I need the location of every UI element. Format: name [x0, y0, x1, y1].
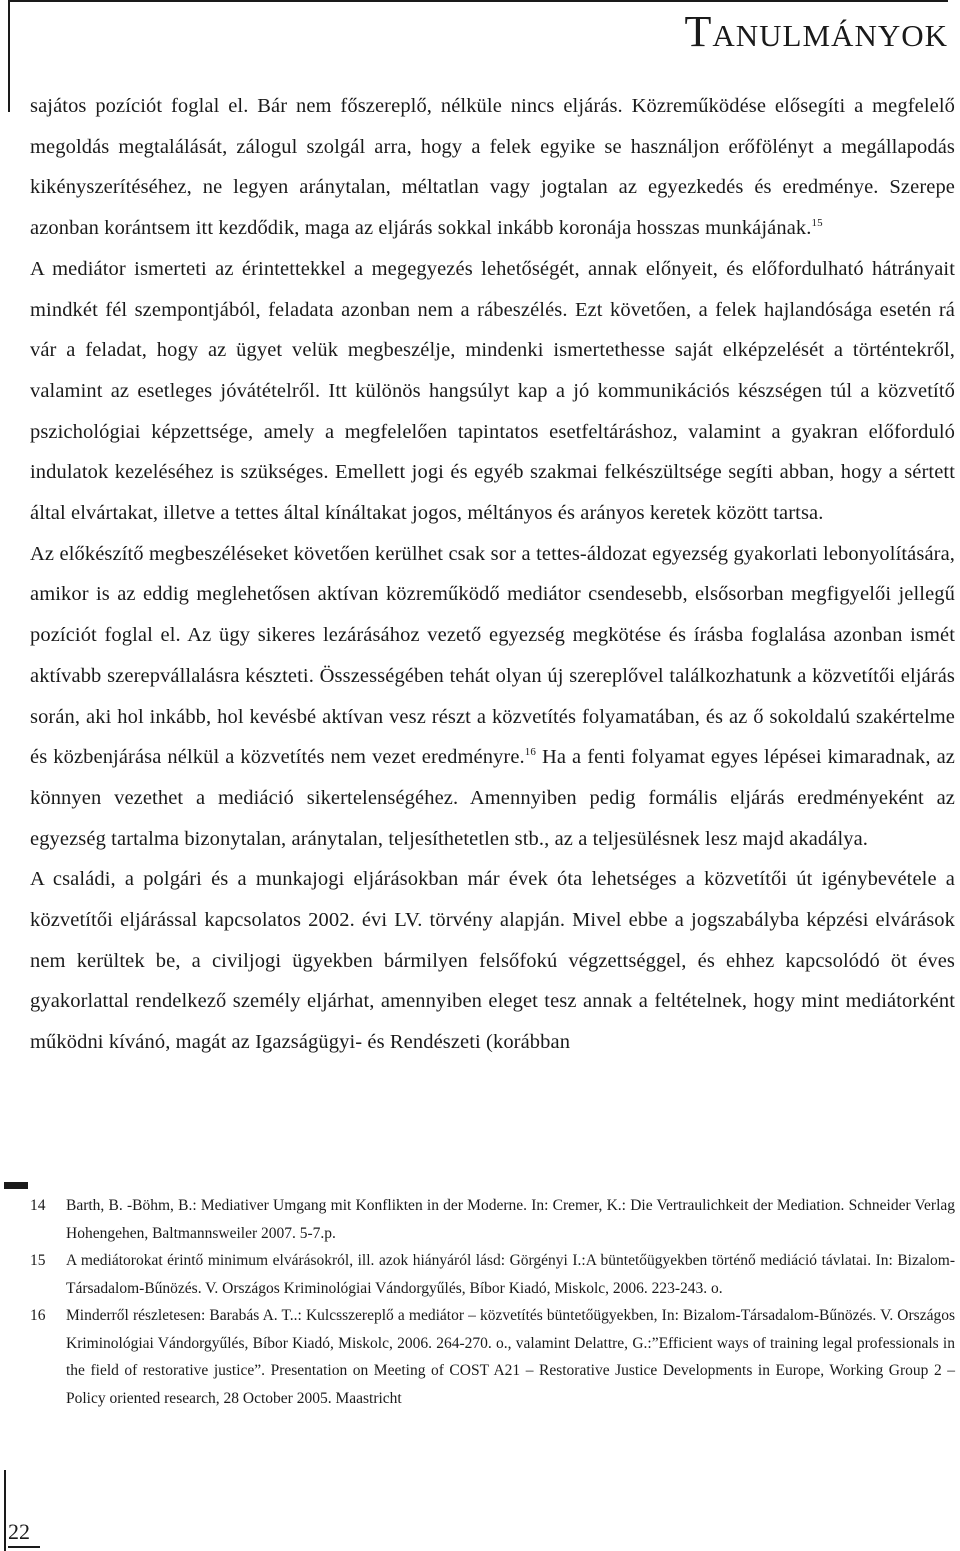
paragraph-4: A családi, a polgári és a munkajogi eljárásokban már évek óta lehetséges a közvetítői út igénybevétele a közvetítői eljárással kapcsolatos 2002. évi LV. törvény alapján. Mivel ebbe a jogszabályba képzési elvárások nem kerültek be, a civiljogi ügyekben bármilyen felsőfokú végzettséggel, és ehhez kapcsolódó öt éves gyakorlattal rendelkező személy eljárhat, amennyiben eleget tesz annak a feltételnek, hogy mint mediátorként működni kívánó, magát az Igazságügyi- és Rendészeti (korábban	[30, 868, 955, 1054]
footnote-text: Barth, B. -Böhm, B.: Mediativer Umgang mit Konflikten in der Moderne. In: Cremer, K.: Die Vertraulichkeit der Mediation. Schneider Verlag Hohengehen, Baltmannsweiler 2007. 5-7.p.	[66, 1197, 955, 1242]
footnote-number: 15	[30, 1252, 46, 1269]
page-number: 22	[8, 1520, 40, 1548]
footnote-separator	[4, 1182, 28, 1189]
footnote-15	[30, 1247, 955, 1302]
page-frame-left-rule	[8, 0, 10, 112]
footnotes	[30, 1192, 955, 1412]
page-number-frame-rule	[4, 1470, 6, 1551]
footnote-number: 14	[30, 1197, 46, 1214]
footnote-14	[30, 1192, 955, 1247]
paragraph-3-text-b: Ha a fenti folyamat egyes lépései kimaradnak, az könnyen vezethet a mediáció sikertelenségéhez. Amennyiben pedig formális eljárás eredményeként az egyezség tartalma bizonytalan, aránytalan, teljesíthetetlen stb., az a teljesülésnek lesz majd akadálya.	[30, 746, 955, 850]
section-header: Tanulmányok	[684, 7, 948, 56]
paragraph-1	[30, 86, 955, 249]
footnote-ref-16[interactable]: 16	[524, 746, 536, 759]
paragraph-2: A mediátor ismerteti az érintettekkel a megegyezés lehetőségét, annak előnyeit, és előfordulható hátrányait mindkét fél szempontjából, feladata azonban nem a rábeszélés. Ezt követően, a felek hajlandósága esetén rá vár a feladat, hogy az ügyet velük megbeszélje, mindenki ismertethesse saját elképzelését a történtekről, valamint az esetleges jóvátételről. Itt különös hangsúlyt kap a jó kommunikációs készségen túl a közvetítő pszichológiai képzettsége, amely a megfelelően tapintatos esetfeltáráshoz, valamint a gyakran előforduló indulatok kezeléséhez is szükséges. Emellett jogi és egyéb szakmai felkészültsége segíti abban, hogy a sértett által elvártakat, illetve a tettes által kínáltakat jogos, méltányos és arányos keretek között tartsa.	[30, 257, 955, 525]
article-body	[30, 86, 955, 1063]
footnote-ref-15[interactable]: 15	[811, 217, 823, 230]
paragraph-1-text: sajátos pozíciót foglal el. Bár nem főszereplő, nélküle nincs eljárás. Közreműködése elősegíti a megfelelő megoldás megtalálását, zálogul szolgál arra, hogy a felek egyike se használjon erőfölényt a megállapodás kikényszerítéséhez, ne legyen aránytalan, méltatlan vagy jogtalan az egyezkedés és eredménye. Szerepe azonban korántsem itt kezdődik, maga az eljárás sokkal inkább koronája hosszas munkájának.	[30, 95, 955, 240]
footnote-text: A mediátorokat érintő minimum elvárásokról, ill. azok hiányáról lásd: Görgényi I.:A büntetőügyekben történő mediáció távlatai. In: Bizalom-Társadalom-Bűnözés. V. Országos Kriminológiai Vándorgyűlés, Bíbor Kiadó, Miskolc, 2006. 223-243. o.	[66, 1252, 955, 1297]
footnote-text: Minderről részletesen: Barabás A. T..: Kulcsszereplő a mediátor – közvetítés büntetőügyekben, In: Bizalom-Társadalom-Bűnözés. V. Országos Kriminológiai Vándorgyűlés, Bíbor Kiadó, Miskolc, 2006. 264-270. o., valamint Delattre, G.:”Efficient ways of training legal professionals in the field of restorative justice”. Presentation on Meeting of COST A21 – Restorative Justice Developments in Europe, Working Group 2 – Policy oriented research, 28 October 2005. Maastricht	[66, 1307, 955, 1407]
footnote-16	[30, 1302, 955, 1412]
footnote-number: 16	[30, 1307, 46, 1324]
paragraph-3-text-a: Az előkészítő megbeszéléseket követően kerülhet csak sor a tettes-áldozat egyezség gyakorlati lebonyolítására, amikor is az eddig meglehetősen aktívan közreműködő mediátor csendesebb, elsősorban megfigyelői jellegű pozíciót foglal el. Az ügy sikeres lezárásához vezető egyezség megkötése és írásba foglalása azonban ismét aktívabb szerepvállalásra készteti. Összességében tehát olyan új szereplővel találkozhatunk a közvetítői eljárás során, aki hol inkább, hol kevésbé aktívan vesz részt a közvetítés folyamatában, és az ő sokoldalú szakértelme és közbenjárása nélkül a közvetítés nem vezet eredményre.	[30, 542, 955, 769]
paragraph-3	[30, 534, 955, 860]
